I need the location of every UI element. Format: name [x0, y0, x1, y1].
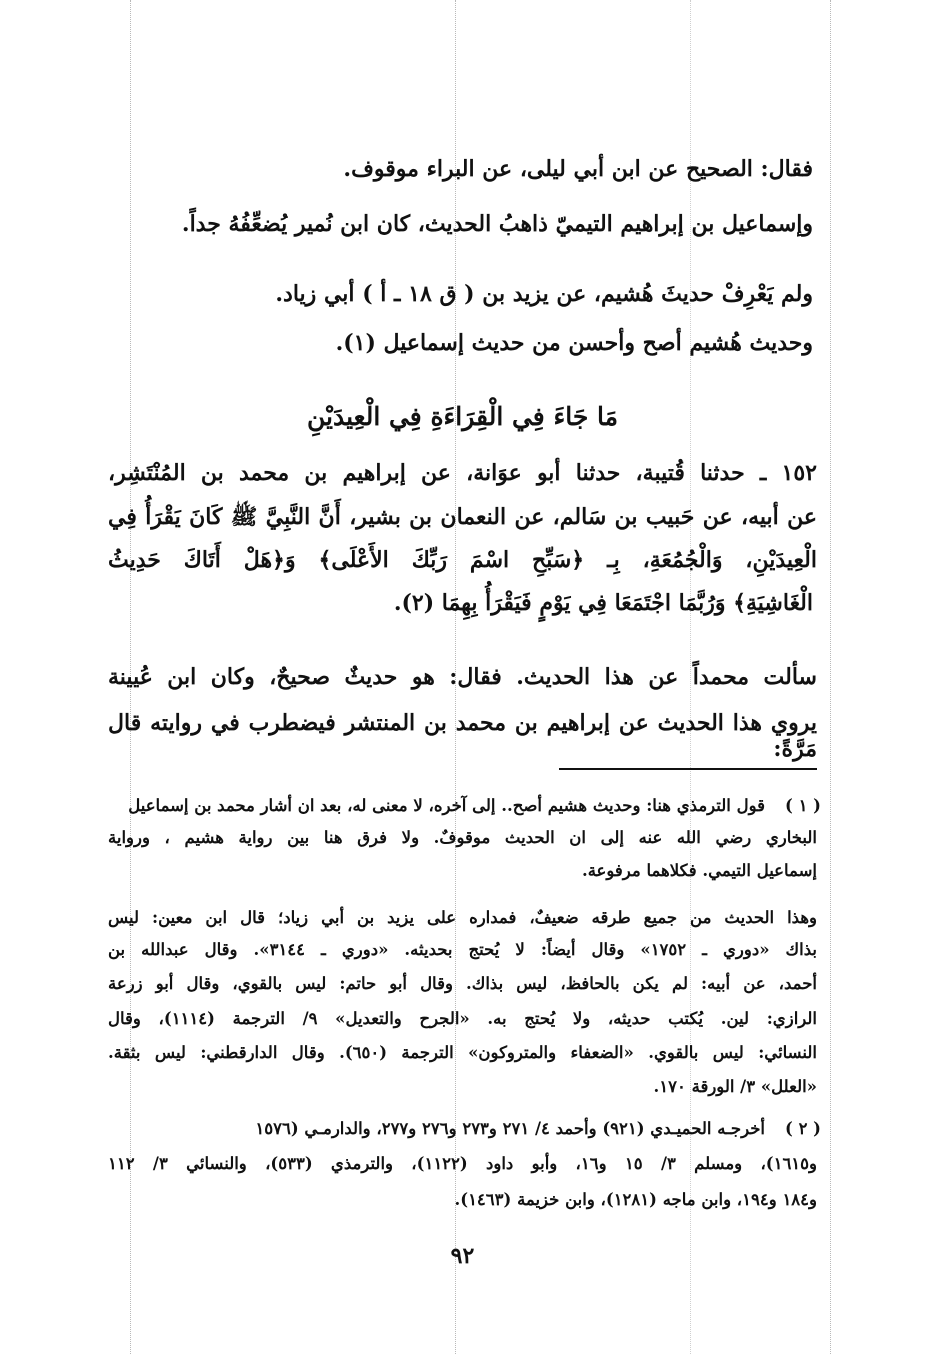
footnote-line: وهذا الحديث من جميع طرقه ضعيفٌ، فمداره على يزيد بن أبي زياد؛ قال ابن معين: ليس — [108, 908, 817, 927]
footnote-line: أحمد، عن أبيه: لم يكن بالحافظ، ليس بذاك. وقال أبو حاتم: ليس بالقوي، وقال أبو زرعة — [108, 974, 817, 993]
body-line: وإسماعيل بن إبراهيم التيميّ ذاهبُ الحديث، كان ابن نُمير يُضعِّفُهُ جداً. — [181, 211, 813, 237]
footnote-separator — [559, 768, 817, 770]
footnote-line: البخاري رضي الله عنه إلى ان الحديث موقوفٌ. ولا فرق هنا بين رواية هشيم ، ورواية — [108, 828, 817, 847]
footnote-marker: ( ٢ ) — [785, 1119, 821, 1138]
footnote-line: أخرجـه الحميـدي (٩٢١) وأحمد ٤/ ٢٧١ و٢٧٣ و٢٧٦ و٢٧٧، والدارمـي (١٥٧٦ — [255, 1119, 765, 1138]
body-line: فقال: الصحيح عن ابن أبي ليلى، عن البراء موقوف. — [343, 156, 813, 182]
footnote-line: و١٨٤ و١٩٤، وابن ماجه (١٢٨١)، وابن خزيمة (١٤٦٣). — [454, 1190, 817, 1209]
footnote-line: إسماعيل التيمي. فكلاهما مرفوعة. — [581, 861, 817, 880]
footnote-line: النسائي: ليس بالقوي. «الضعفاء والمتروكون» الترجمة (٦٥٠). وقال الدارقطني: ليس بثقة. — [108, 1043, 817, 1062]
hadith-line: ١٥٢ ـ حدثنا قُتيبة، حدثنا أبو عوَانة، عن إبراهيم بن محمد بن المُنْتَشِر، — [108, 460, 817, 486]
footnote-line: قول الترمذي هنا: وحديث هشيم أصح.. إلى آخره، لا معنى له، بعد ان أشار محمد بن إسماعيل — [128, 796, 765, 815]
commentary-line: يروي هذا الحديث عن إبراهيم بن محمد بن المنتشر فيضطرب في روايته قال مَرَّةً: — [108, 710, 817, 762]
hadith-line: الْعِيدَيْنِ، وَالْجُمُعَةِ، بِـ ﴿سَبِّحِ اسْمَ رَبِّكَ الأَعْلَى﴾ وَ﴿هَلْ أَتَاكَ حَدِيثُ — [108, 547, 817, 573]
hadith-line: الْغَاشِيَةِ﴾ وَرُبَّمَا اجْتَمَعَا فِي يَوْمٍ فَيَقْرَأُ بِهِمَا (٢). — [393, 590, 813, 616]
scan-artifact-line — [830, 0, 831, 1354]
body-line: وحديث هُشيم أصح وأحسن من حديث إسماعيل (١). — [335, 330, 813, 356]
chapter-heading: مَا جَاءَ فِي الْقِرَاءَةِ فِي الْعِيدَيْنِ — [306, 402, 618, 431]
hadith-line: عن أبيه، عن حَبيب بن سَالم، عن النعمان بن بشير، أَنَّ النَّبِيَّ ﷺ كَانَ يَقْرَأُ فِي — [108, 504, 817, 530]
body-line: ولم يَعْرِفْ حديثَ هُشيم، عن يزيد بن ( ق ١٨ ـ أ ) أبي زياد. — [275, 281, 813, 307]
footnote-line: «العلل» ٣/ الورقة ١٧٠. — [653, 1077, 817, 1096]
footnote-line: و١٦١٥)، ومسلم ٣/ ١٥ و١٦، وأبو داود (١١٢٢)، والترمذي (٥٣٣)، والنسائي ٣/ ١١٢ — [108, 1154, 817, 1173]
page-number: ٩٢ — [450, 1243, 475, 1269]
footnote-marker: ( ١ ) — [785, 796, 821, 815]
footnote-line: الرازي: لين. يُكتب حديثه، ولا يُحتج به. «الجرح والتعديل» ٩/ الترجمة (١١١٤)، وقال — [108, 1009, 817, 1028]
commentary-line: سألت محمداً عن هذا الحديث. فقال: هو حديثٌ صحيحٌ، وكان ابن عُيينة — [108, 664, 817, 690]
footnote-line: بذاك «دوري ـ ١٧٥٢» وقال أيضاً: لا يُحتج بحديثه. «دوري ـ ٣١٤٤». وقال عبدالله بن — [108, 940, 817, 959]
